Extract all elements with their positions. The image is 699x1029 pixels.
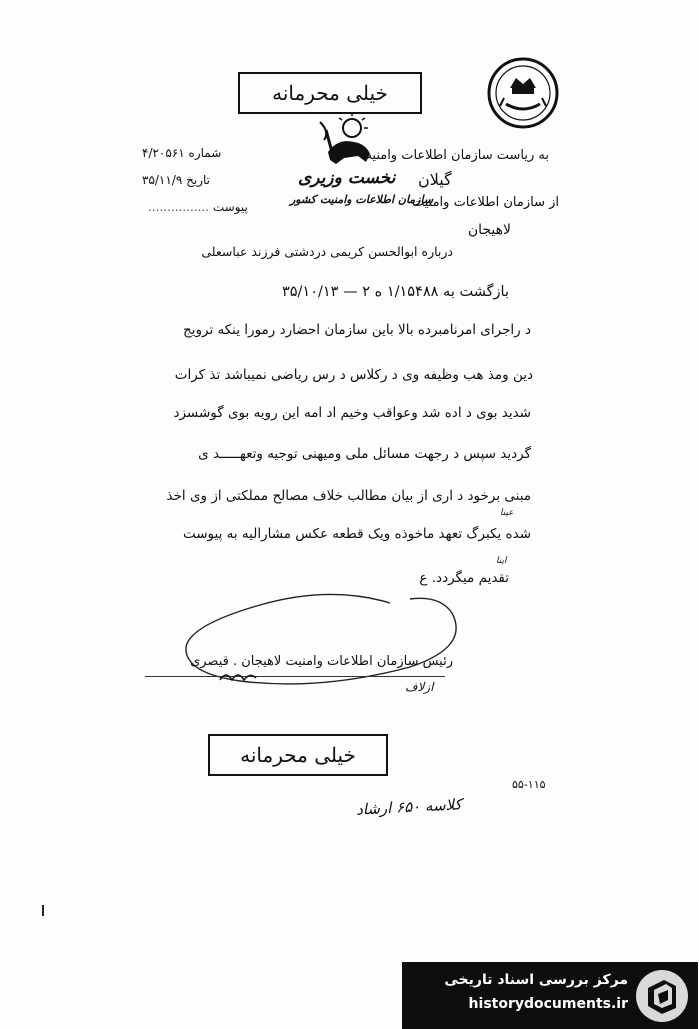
city-line: [468, 222, 511, 238]
signature-rule: [145, 676, 445, 677]
watermark-center-name: مرکز بررسی اسناد تاریخی: [444, 972, 628, 988]
body-line-4: گردید سپس د رجهت مسائل ملی ومیهنی توجیه وتعهـــــد ی: [198, 446, 531, 462]
number-label: شماره: [188, 146, 222, 160]
province-value: گیلان: [418, 170, 452, 189]
watermark-url: historydocuments.ir: [468, 996, 628, 1012]
subject-label: درباره: [421, 244, 453, 259]
classification-stamp-bottom: [208, 734, 388, 776]
number-field: [142, 146, 221, 160]
margin-note-1: عینا: [500, 508, 514, 518]
handwritten-note: کلاسه ۶۵۰ ارشاد: [355, 795, 463, 819]
ministry-stamp: [298, 168, 395, 188]
imperial-emblem-icon: [486, 56, 560, 130]
body-line-1: د راجرای امرنامبرده بالا باین سازمان احضارد رمورا ینکه ترویج: [183, 322, 531, 338]
page-code: ۵۵-۱۱۵: [512, 778, 546, 791]
body-line-6: شده یکبرگ تعهد ماخوذه ویک قطعه عکس مشارالیه به پیوست: [182, 526, 531, 542]
subject-value: ابوالحسن کریمی دردشتی فرزند عباسعلی: [201, 244, 418, 259]
date-label: تاریخ: [186, 173, 211, 187]
classification-stamp-bottom-text: خیلی محرمانه: [240, 743, 356, 767]
classification-stamp-top: [238, 72, 422, 114]
signature-title: رئیس سازمان اطلاعات وامنیت لاهیجان . قیصری: [190, 654, 453, 669]
ministry-sub-stamp: [290, 193, 433, 206]
attachment-dots: ................: [148, 200, 210, 214]
signature-initials: ازلاف: [405, 680, 434, 694]
body-line-7: تقدیم میگردد. ع: [419, 570, 509, 586]
addressee-line: [360, 148, 549, 163]
signature-scribble-icon: [218, 668, 258, 686]
sender-text: از سازمان اطلاعات وامنیت: [411, 195, 559, 210]
watermark-logo-icon: [634, 968, 690, 1024]
addressee-text: به ریاست سازمان اطلاعات وامنیت: [359, 148, 549, 163]
province-field: [418, 170, 452, 189]
body-line-2: دین ومذ هب وظیفه وی د رکلاس د رس ریاضی نمیباشد تذ کرات: [174, 367, 533, 383]
date-value: ۳۵/۱۱/۹: [142, 173, 183, 187]
body-line-5: مبنی برخود د اری از بیان مطالب خلاف مصالح مملکتی از وی اخذ: [166, 488, 531, 504]
watermark-banner: [402, 962, 698, 1029]
ministry-sub-text: سازمان اطلاعات وامنیت کشور: [290, 193, 434, 206]
number-value: ۴/۲۰۵۶۱: [142, 146, 185, 160]
body-line-3: شدید بوی د اده شد وعواقب وخیم اد امه این رویه بوی گوشسزد: [173, 405, 531, 421]
attachment-label: پیوست: [212, 200, 248, 214]
classification-stamp-top-text: خیلی محرمانه: [272, 81, 388, 105]
reference-text: بازگشت به ۱/۱۵۴۸۸ ه ۲ — ۳۵/۱۰/۱۳: [281, 284, 509, 300]
attachment-field: [148, 200, 248, 214]
date-field: [142, 173, 210, 187]
reference-line: [282, 284, 509, 300]
margin-note-2: اینا: [496, 556, 507, 566]
subject-line: [201, 244, 453, 259]
city-text: لاهیجان: [467, 222, 511, 238]
edge-mark: [42, 905, 44, 916]
sender-line: [412, 195, 559, 210]
ministry-stamp-text: نخست وزیری: [298, 168, 396, 188]
